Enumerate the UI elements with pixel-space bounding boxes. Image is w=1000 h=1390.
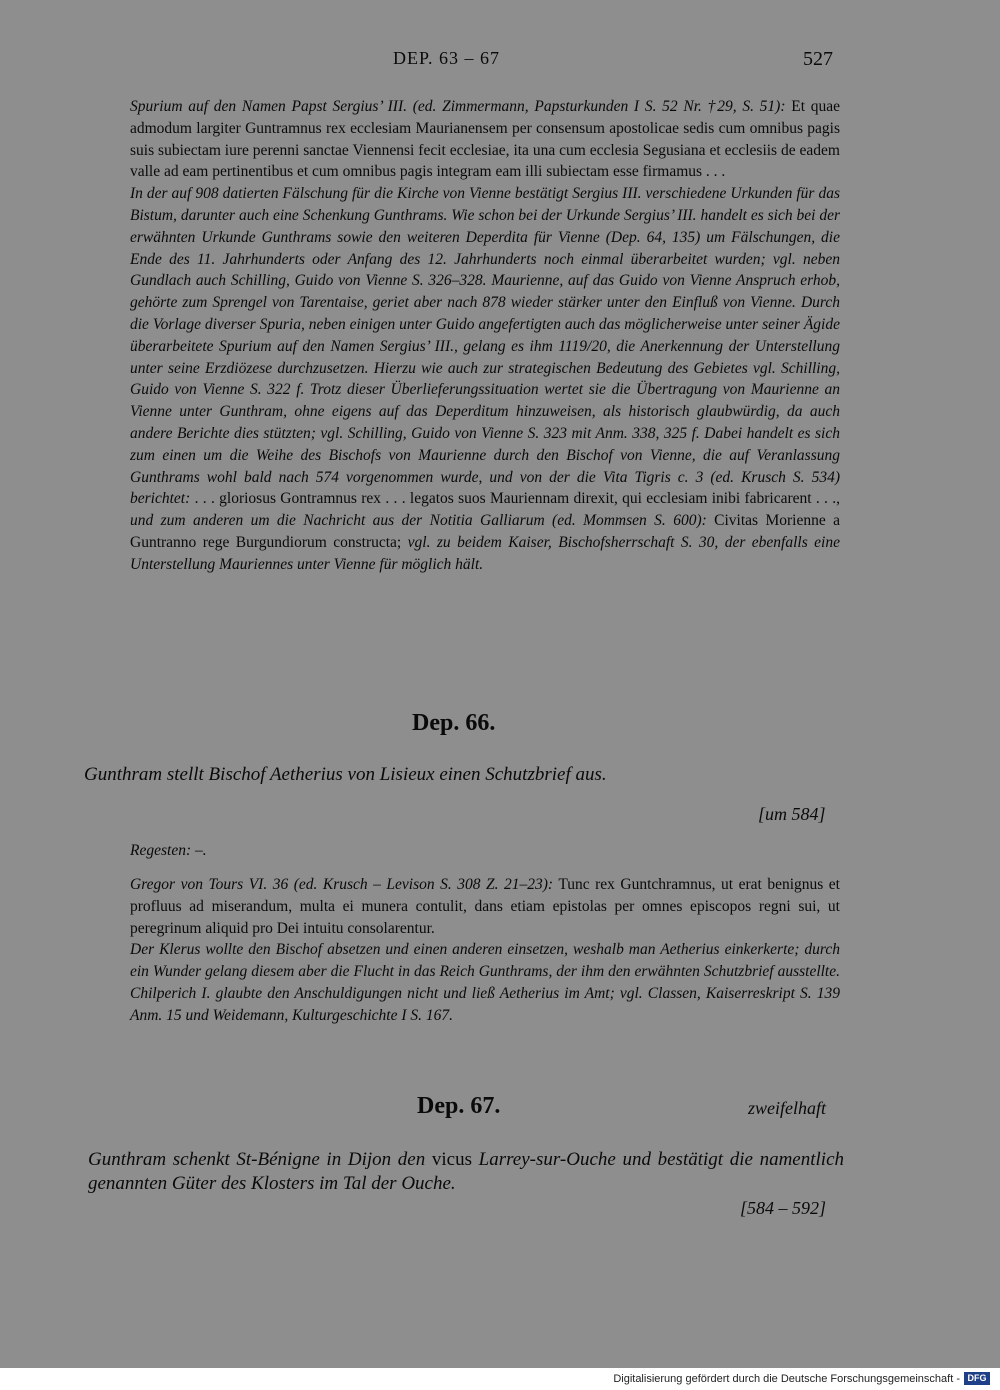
digitization-footer [0,1368,1000,1390]
latin-quote: . . . gloriosus Gontramnus rex . . . legatos suos Mauriennam direxit, qui ecclesiam inibi fabricarent . . ., [190,490,840,508]
latin-quote: Et quae admodum largiter Guntramnus rex ecclesiam Maurianensem per consensum apostolicae sedis cum omnibus pagis suis subiectam iure perenni sanctae Viennensi fecit ecclesiae, ita una cum ecclesia Segusiana et ecclesiis de eadem valle ad eam pertinentibus et cum omnibus pagis integram eam illi subiectam esse firmamus . . . [130,98,840,181]
running-title: DEP. 63 – 67 [393,48,501,68]
dep65-commentary [130,96,840,576]
dep66-regesten [130,840,840,862]
summary-text: Gunthram schenkt St-Bénigne in Dijon den [88,1149,432,1170]
dep66-date: [um 584] [758,804,826,824]
paragraph-source [130,874,840,939]
running-head [0,48,1000,76]
dep67-heading: Dep. 67. [417,1093,501,1119]
paragraph-spurium [130,96,840,183]
footer-credit: Digitalisierung gefördert durch die Deutsche Forschungsgemeinschaft - [613,1373,960,1385]
latin-quote: Tunc rex Guntchramnus, ut erat benignus et profluus ad miserandum, multa ei munera contulit, dans etiam epistolas per omnes episcopos regni sui, ut peregrinum aliquid pro Dei intuitu consolarentur. [130,876,840,937]
page-number: 527 [803,48,833,70]
regesten-label: Regesten: –. [130,842,207,859]
paragraph-commentary: Der Klerus wollte den Bischof absetzen und einen anderen einsetzen, weshalb man Aetherius einkerkerte; durch ein Wunder gelang diesem aber die Flucht in das Reich Gunthrams, der ihm den erwähnten Schutzbrief ausstellte. Chilperich I. glaubte den Anschuldigungen nicht und ließ Aetherius im Amt; vgl. Classen, Kaiserreskript S. 139 Anm. 15 und Weidemann, Kulturgeschichte I S. 167. [130,941,840,1024]
dep67-date: [584 – 592] [740,1198,827,1218]
source-citation: Gregor von Tours VI. 36 (ed. Krusch – Levison S. 308 Z. 21–23): [130,876,554,893]
dep66-summary: Gunthram stellt Bischof Aetherius von Lisieux einen Schutzbrief aus. [84,764,607,785]
latin-quote: Civitas Morienne a Guntranno rege Burgundiorum constructa; [130,512,840,551]
dep67-summary [88,1148,844,1196]
paragraph-commentary [130,183,840,575]
dep66-heading: Dep. 66. [412,710,496,736]
summary-text: Larrey-sur-Ouche und bestätigt die namentlich genannten Güter des Klosters im Tal der Ouche. [88,1149,845,1194]
dep67-qualifier: zweifelhaft [748,1098,826,1118]
dfg-logo-icon: DFG [964,1372,990,1385]
commentary-text: und zum anderen um die Nachricht aus der Notitia Galliarum (ed. Mommsen S. 600): [130,512,707,530]
dep66-source [130,874,840,1027]
commentary-text: In der auf 908 datierten Fälschung für die Kirche von Vienne bestätigt Sergius III. verschiedene Urkunden für das Bistum, darunter auch eine Schenkung Gunthrams. Wie schon bei der Urkunde Sergius’ III. handelt es sich bei der erwähnten Urkunde Gunthrams sowie den weiteren Deperdita für Vienne (Dep. 64, 135) um Fälschungen, die Ende des 11. Jahrhunderts oder Anfang des 12. Jahrhunderts noch einmal überarbeitet wurden; vgl. neben Gundlach auch Schilling, Guido von Vienne S. 326–328. Maurienne, auf das Guido von Vienne Anspruch erhob, gehörte zum Sprengel von Tarentaise, geriet aber nach 878 wieder stärker unter den Einfluß von Vienne. Durch die Vorlage diverser Spuria, neben einigen unter Guido angefertigten auch das möglicherweise unter seiner Ägide überarbeitete Spurium auf den Namen Sergius’ III., gelang es ihm 1119/20, die Anerkennung der Unterstellung unter seine Erzdiözese durchzusetzen. Hierzu wie auch zur strategischen Bedeutung des Gebietes vgl. Schilling, Guido von Vienne S. 322 f. Trotz dieser Überlieferungssituation wertet sie die Übertragung von Maurienne an Vienne unter Gunthram, ohne eigens auf das Deperditum hinzuweisen, als historisch glaubwürdig, da auch andere Berichte dies stützten; vgl. Schilling, Guido von Vienne S. 323 mit Anm. 338, 325 f. Dabei handelt es sich zum einen um die Weihe des Bischofs von Maurienne durch den Bischof von Vienne, die auf Veranlassung Gunthrams wohl bald nach 574 vorgenommen wurde, und von der die Vita Tigris c. 3 (ed. Krusch S. 534) berichtet: [130,185,840,508]
commentary-text: vgl. zu beidem Kaiser, Bischofsherrschaft S. 30, der ebenfalls eine Unterstellung Mauriennes unter Vienne für möglich hält. [130,533,840,573]
summary-vicus: vicus [431,1149,472,1170]
source-citation: Spurium auf den Namen Papst Sergius’ III. (ed. Zimmermann, Papsturkunden I S. 52 Nr. †29, S. 51): [130,98,786,115]
